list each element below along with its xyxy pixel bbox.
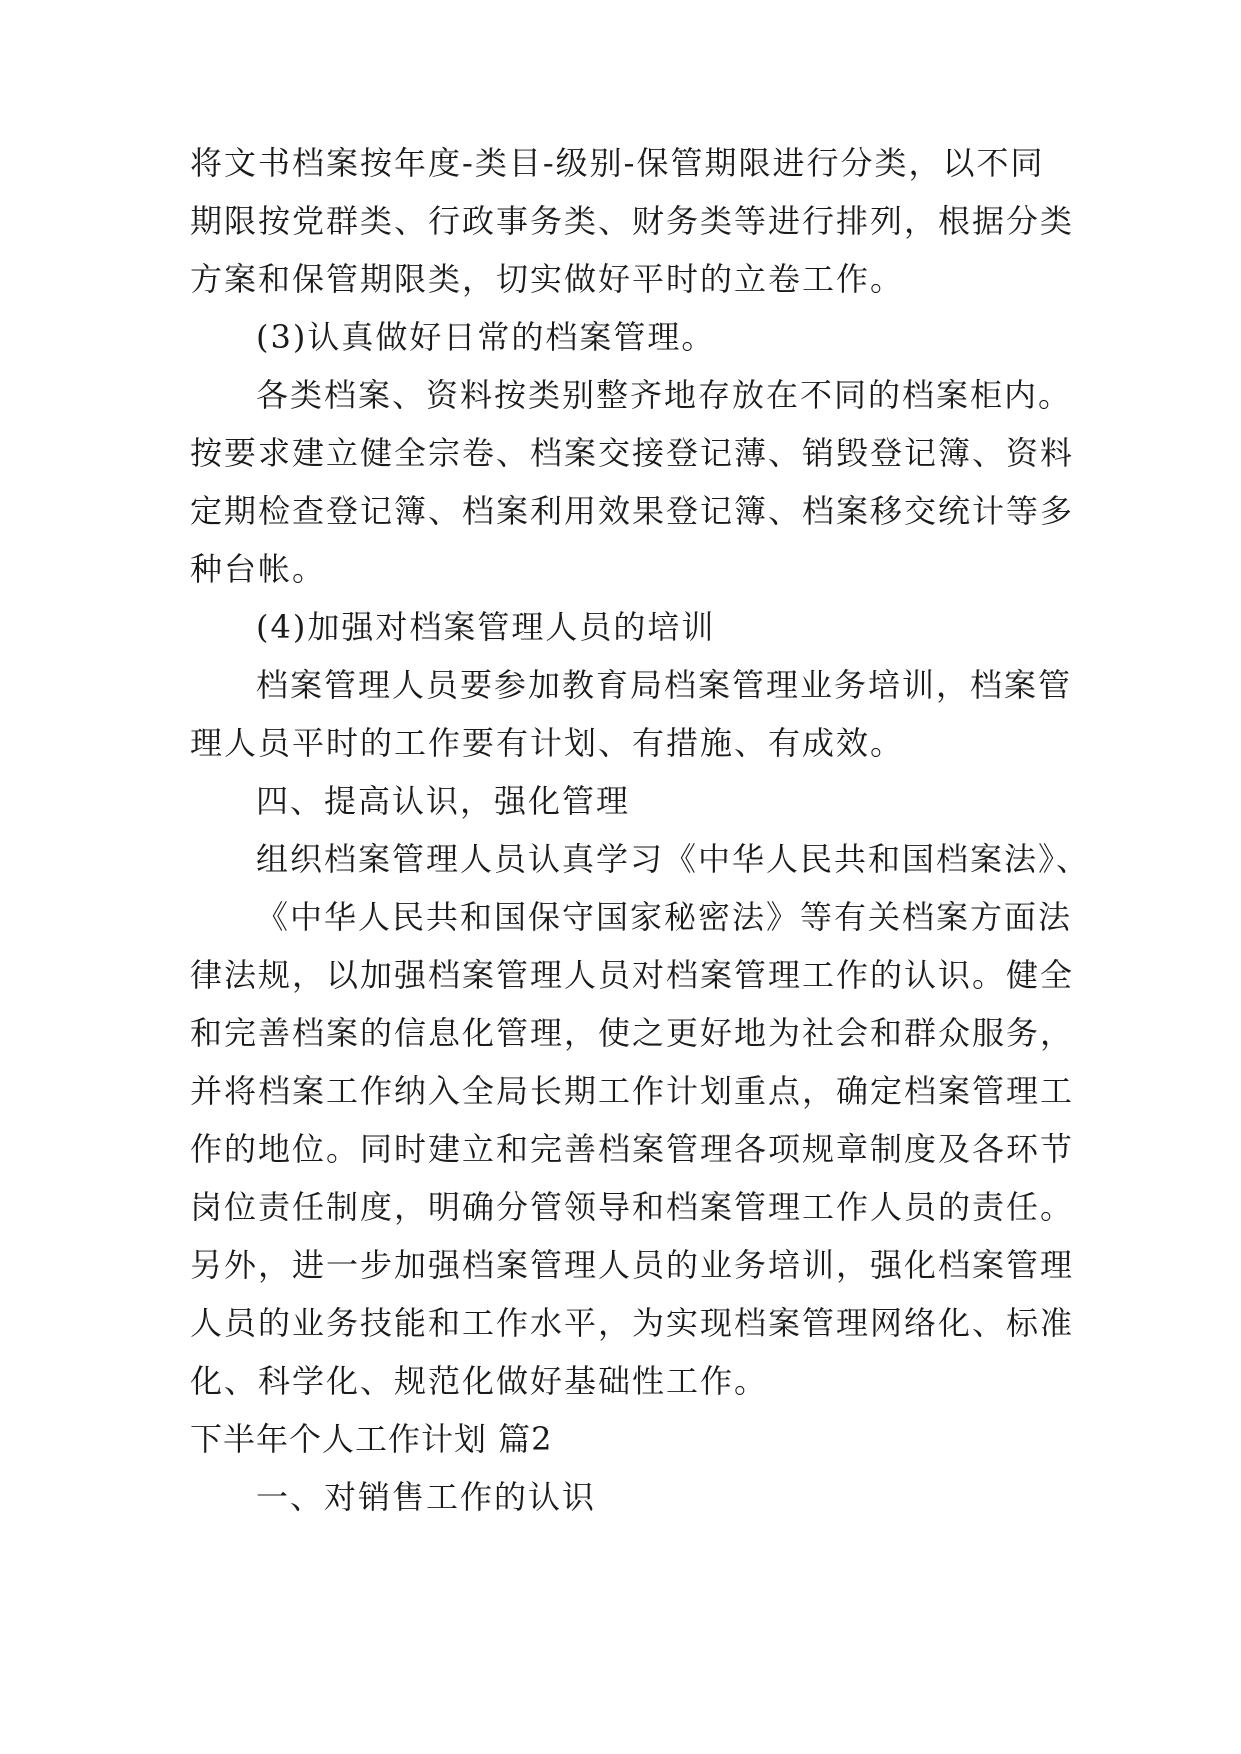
paragraph-line: 期限按党群类、行政事务类、财务类等进行排列，根据分类 bbox=[190, 202, 1075, 240]
paragraph-line: 岗位责任制度，明确分管领导和档案管理工作人员的责任。 bbox=[190, 1188, 1075, 1226]
section-heading: (4)加强对档案管理人员的培训 bbox=[256, 608, 716, 646]
paragraph-line: 按要求建立健全宗卷、档案交接登记薄、销毁登记簿、资料 bbox=[190, 434, 1075, 472]
paragraph-line: 并将档案工作纳入全局长期工作计划重点，确定档案管理工 bbox=[190, 1072, 1075, 1110]
paragraph-line: 和完善档案的信息化管理，使之更好地为社会和群众服务， bbox=[190, 1014, 1075, 1052]
paragraph-line: 人员的业务技能和工作水平，为实现档案管理网络化、标准 bbox=[190, 1304, 1075, 1342]
section-heading: 一、对销售工作的认识 bbox=[256, 1478, 597, 1516]
article-title: 下半年个人工作计划 篇2 bbox=[190, 1420, 553, 1458]
paragraph-line: 方案和保管期限类，切实做好平时的立卷工作。 bbox=[190, 260, 905, 298]
paragraph-line: 化、科学化、规范化做好基础性工作。 bbox=[190, 1362, 769, 1400]
paragraph-line: 《中华人民共和国保守国家秘密法》等有关档案方面法 bbox=[256, 898, 1073, 936]
paragraph-line: 组织档案管理人员认真学习《中华人民共和国档案法》、 bbox=[256, 840, 1091, 878]
paragraph-line: 档案管理人员要参加教育局档案管理业务培训，档案管 bbox=[256, 666, 1073, 704]
paragraph-line: 另外，进一步加强档案管理人员的业务培训，强化档案管理 bbox=[190, 1246, 1075, 1284]
paragraph-line: 作的地位。同时建立和完善档案管理各项规章制度及各环节 bbox=[190, 1130, 1075, 1168]
paragraph-line: 种台帐。 bbox=[190, 550, 327, 588]
paragraph-line: 律法规，以加强档案管理人员对档案管理工作的认识。健全 bbox=[190, 956, 1075, 994]
paragraph-line: 理人员平时的工作要有计划、有措施、有成效。 bbox=[190, 724, 905, 762]
section-heading: 四、提高认识，强化管理 bbox=[256, 782, 631, 820]
section-heading: (3)认真做好日常的档案管理。 bbox=[256, 318, 716, 356]
paragraph-line: 定期检查登记簿、档案利用效果登记簿、档案移交统计等多 bbox=[190, 492, 1075, 530]
paragraph-line: 将文书档案按年度-类目-级别-保管期限进行分类，以不同 bbox=[190, 144, 1045, 182]
paragraph-line: 各类档案、资料按类别整齐地存放在不同的档案柜内。 bbox=[256, 376, 1073, 414]
